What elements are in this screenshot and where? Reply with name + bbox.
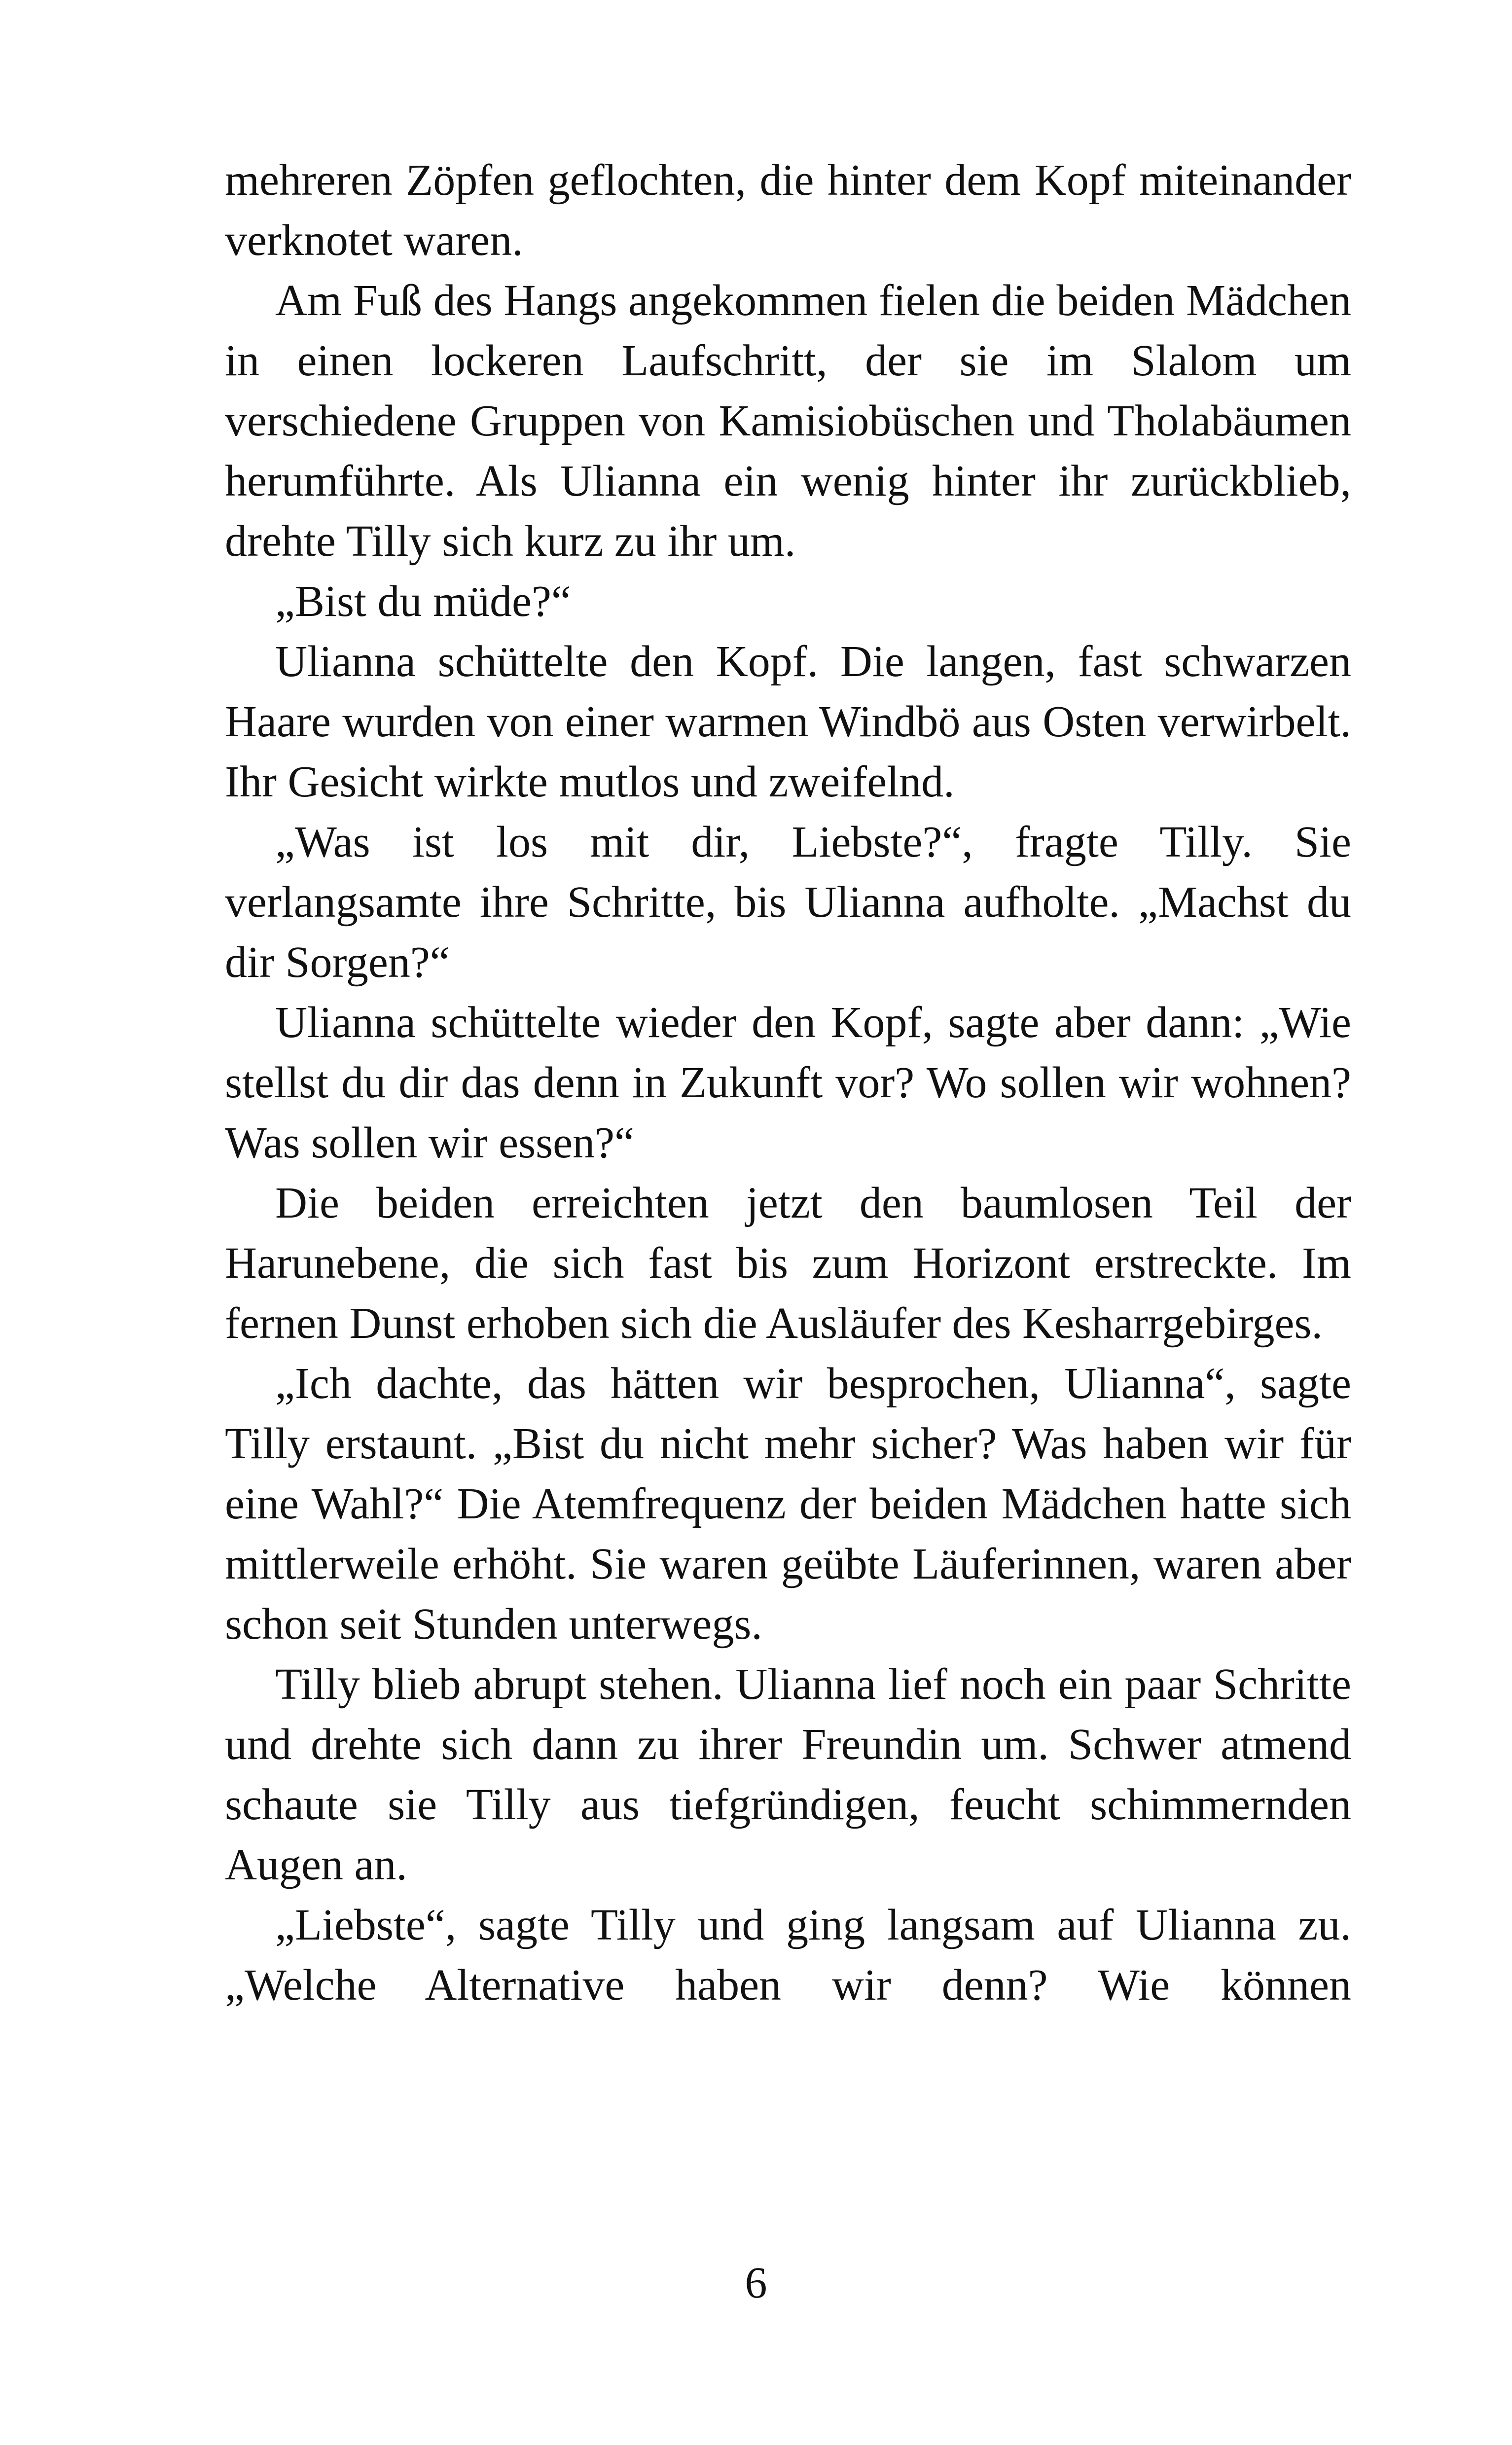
paragraph: „Liebste“, sagte Tilly und ging langsam auf Ulianna zu. „Welche Alternative haben wir denn? Wie können [225,1901,1351,2010]
paragraph: Am Fuß des Hangs angekommen fielen die beiden Mädchen in einen lockeren Laufschritt, der sie im Slalom um verschiedene Gruppen von Kamisiobüschen und Tholabäumen herumführte. Als Ulianna ein wenig hinter ihr zurückblieb, drehte Tilly sich kurz zu ihr um. [225,276,1351,566]
paragraph: Die beiden erreichten jetzt den baumlosen Teil der Harunebene, die sich fast bis zum Horizont erstreckte. Im fernen Dunst erhoben sich die Ausläufer des Kesharrgebirges. [225,1179,1351,1348]
paragraph: Ulianna schüttelte den Kopf. Die langen, fast schwarzen Haare wurden von einer warmen Windbö aus Osten verwirbelt. Ihr Gesicht wirkte mutlos und zweifelnd. [225,637,1351,806]
paragraph: „Ich dachte, das hätten wir besprochen, Ulianna“, sagte Tilly erstaunt. „Bist du nicht mehr sicher? Was haben wir für eine Wahl?“ Die Atemfrequenz der beiden Mädchen hatte sich mittlerweile erhöht. Sie waren geübte Läuferinnen, waren aber schon seit Stunden unterwegs. [225,1359,1351,1649]
page-number: 6 [745,2259,767,2307]
paragraph: „Bist du müde?“ [275,577,571,626]
paragraph: „Was ist los mit dir, Liebste?“, fragte Tilly. Sie verlangsamte ihre Schritte, bis Ulianna aufholte. „Machst du dir Sorgen?“ [225,818,1351,987]
body-text [225,150,1351,2015]
paragraph: Tilly blieb abrupt stehen. Ulianna lief noch ein paar Schritte und drehte sich dann zu ihrer Freundin um. Schwer atmend schaute sie Tilly aus tiefgründigen, feucht schimmernden Augen an. [225,1660,1351,1889]
paragraph: Ulianna schüttelte wieder den Kopf, sagte aber dann: „Wie stellst du dir das denn in Zukunft vor? Wo sollen wir wohnen? Was sollen wir essen?“ [225,998,1351,1167]
paragraph: mehreren Zöpfen geflochten, die hinter dem Kopf miteinander verknotet waren. [225,156,1351,265]
